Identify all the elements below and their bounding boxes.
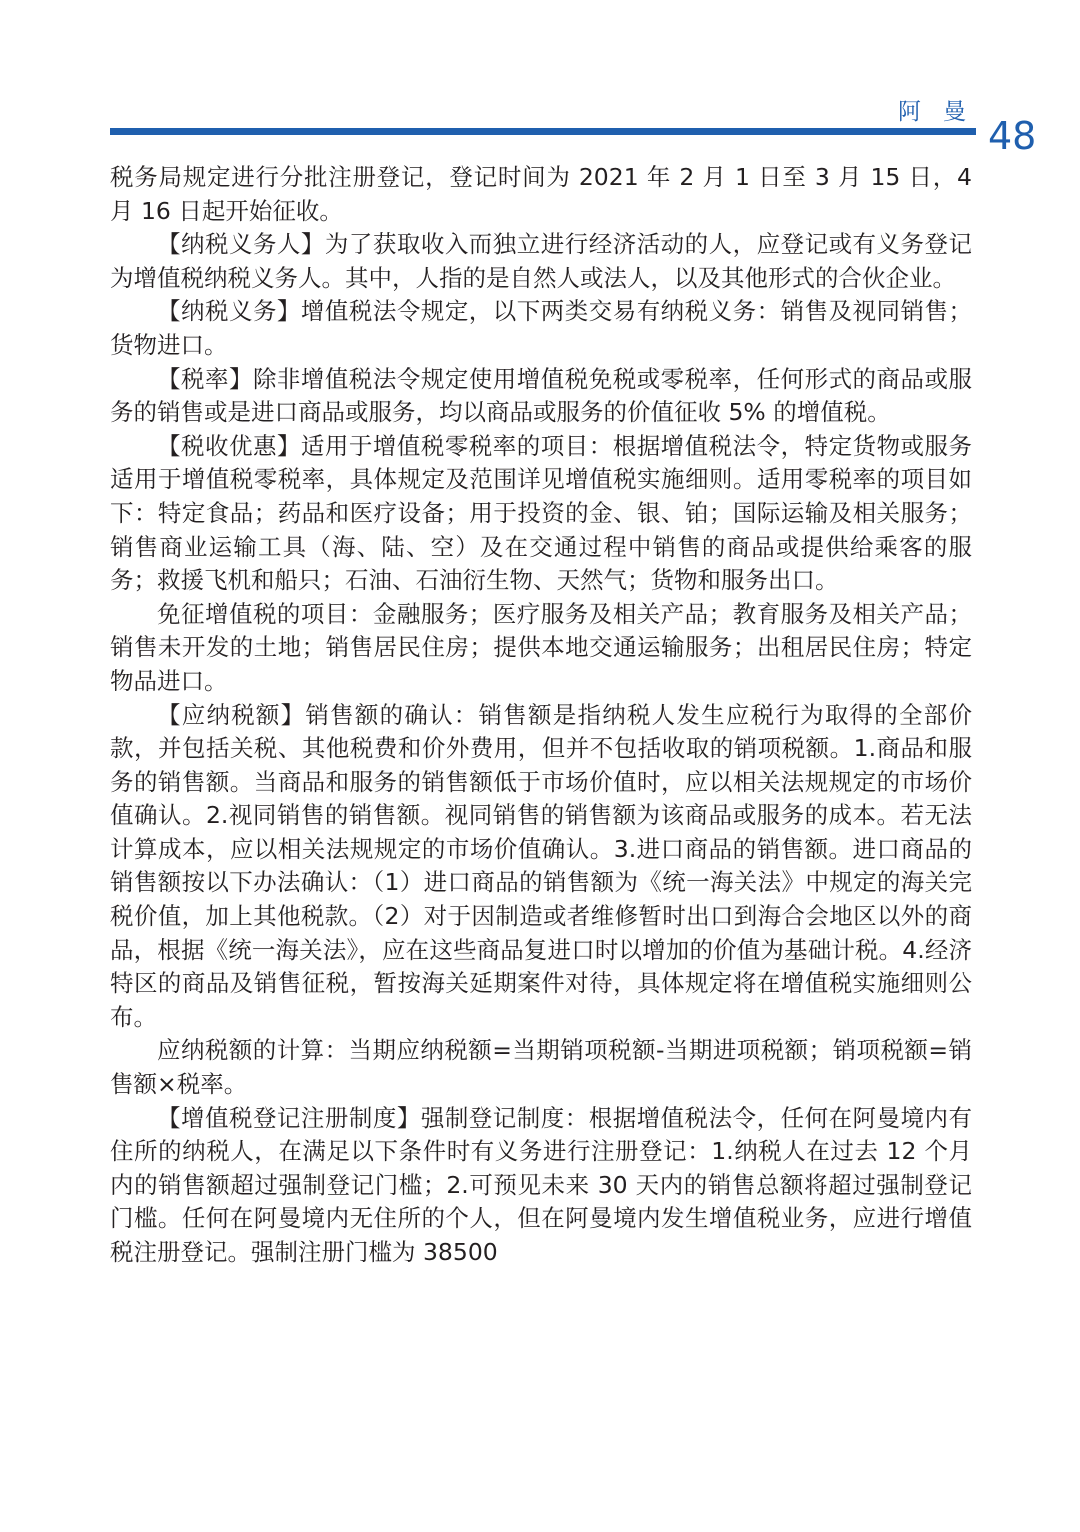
paragraph-continuation: 税务局规定进行分批注册登记，登记时间为 2021 年 2 月 1 日至 3 月 15 日，4 月 16 日起开始征收。	[110, 163, 972, 225]
paragraph-taxpayer: 【纳税义务人】为了获取收入而独立进行经济活动的人，应登记或有义务登记为增值税纳税义务人。其中，人指的是自然人或法人，以及其他形式的合伙企业。	[110, 230, 972, 292]
paragraph-tax-obligation: 【纳税义务】增值税法令规定，以下两类交易有纳税义务：销售及视同销售；货物进口。	[110, 297, 972, 359]
body-text	[110, 161, 972, 1270]
paragraph-registration: 【增值税登记注册制度】强制登记制度：根据增值税法令，任何在阿曼境内有住所的纳税人，在满足以下条件时有义务进行注册登记：1.纳税人在过去 12 个月内的销售额超过强制登记门槛；2.可预见未来 30 天内的销售总额将超过强制登记门槛。任何在阿曼境内无住所的个人，但在阿曼境内发生增值税业务，应进行增值税注册登记。强制注册门槛为 38500	[110, 1103, 972, 1266]
paragraph-tax-rate: 【税率】除非增值税法令规定使用增值税免税或零税率，任何形式的商品或服务的销售或是进口商品或服务，均以商品或服务的价值征收 5% 的增值税。	[110, 364, 972, 427]
header-divider	[110, 128, 976, 135]
paragraph-tax-calculation: 应纳税额的计算：当期应纳税额=当期销项税额-当期进项税额；销项税额=销售额×税率。	[110, 1036, 972, 1099]
page-number: 48	[988, 114, 1037, 158]
paragraph-tax-incentives: 【税收优惠】适用于增值税零税率的项目：根据增值税法令，特定货物或服务适用于增值税零税率，具体规定及范围详见增值税实施细则。适用零税率的项目如下：特定食品；药品和医疗设备；用于投资的金、银、铂；国际运输及相关服务；销售商业运输工具（海、陆、空）及在交通过程中销售的商品或提供给乘客的服务；救援飞机和船只；石油、石油衍生物、天然气；货物和服务出口。	[110, 431, 972, 595]
paragraph-taxable-amount: 【应纳税额】销售额的确认：销售额是指纳税人发生应税行为取得的全部价款，并包括关税、其他税费和价外费用，但并不包括收取的销项税额。1.商品和服务的销售额。当商品和服务的销售额低于市场价值时，应以相关法规规定的市场价值确认。2.视同销售的销售额。视同销售的销售额为该商品或服务的成本。若无法计算成本，应以相关法规规定的市场价值确认。3.进口商品的销售额。进口商品的销售额按以下办法确认：（1）进口商品的销售额为《统一海关法》中规定的海关完税价值，加上其他税款。（2）对于因制造或者维修暂时出口到海合会地区以外的商品，根据《统一海关法》，应在这些商品复进口时以增加的价值为基础计税。4.经济特区的商品及销售征税，暂按海关延期案件对待，具体规定将在增值税实施细则公布。	[110, 700, 972, 1031]
paragraph-exemptions: 免征增值税的项目：金融服务；医疗服务及相关产品；教育服务及相关产品；销售未开发的土地；销售居民住房；提供本地交通运输服务；出租居民住房；特定物品进口。	[110, 599, 972, 695]
header-country-title: 阿曼	[898, 99, 988, 125]
